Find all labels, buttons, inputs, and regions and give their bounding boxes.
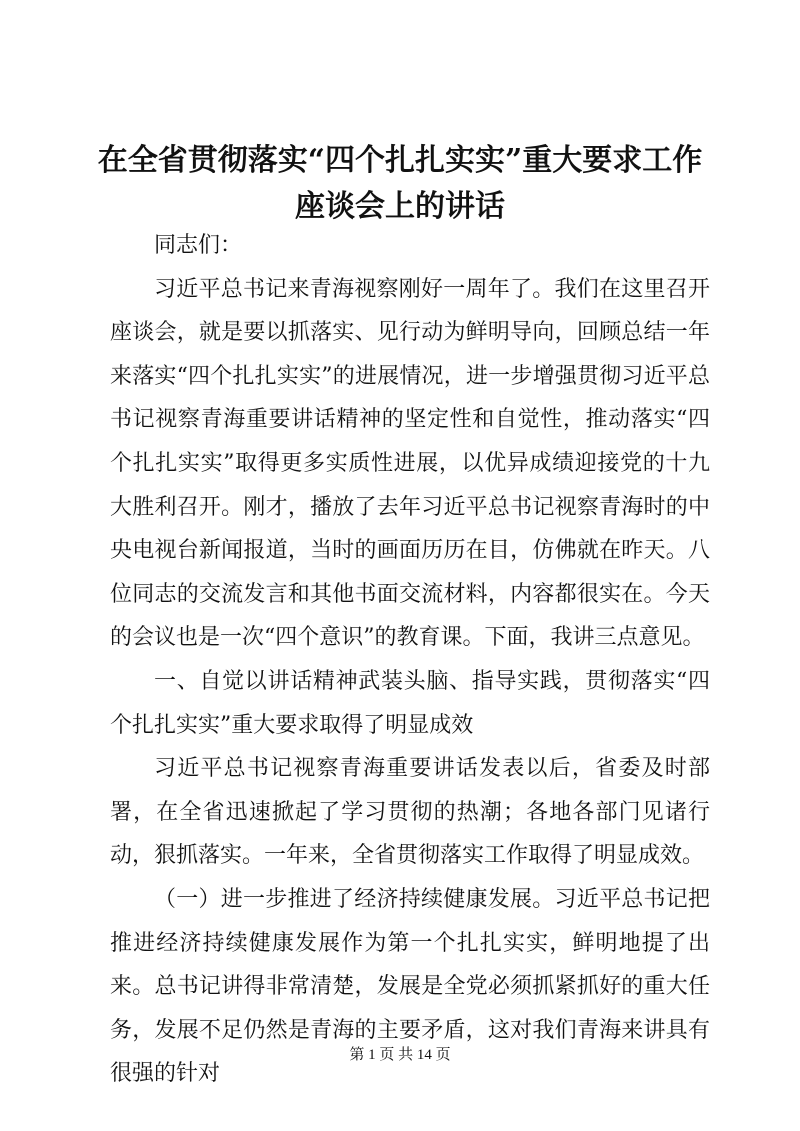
section-heading-paragraph: 一、自觉以讲话精神武装头脑、指导实践，贯彻落实“四个扎扎实实”重大要求取得了明显成效 xyxy=(110,668,710,738)
body-paragraph: 习近平总书记视察青海重要讲话发表以后，省委及时部署，在全省迅速掀起了学习贯彻的热潮；各地各部门见诸行动，狠抓落实。一年来，全省贯彻落实工作取得了明显成效。 xyxy=(110,756,710,869)
intro-paragraph: 习近平总书记来青海视察刚好一周年了。我们在这里召开座谈会，就是要以抓落实、见行动为鲜明导向，回顾总结一年来落实“四个扎扎实实”的进展情况，进一步增强贯彻习近平总书记视察青海重要讲话精神的坚定性和自觉性，推动落实“四个扎扎实实”取得更多实质性进展，以优异成绩迎接党的十九大胜利召开。刚才，播放了去年习近平总书记视察青海时的中央电视台新闻报道，当时的画面历历在目，仿佛就在昨天。八位同志的交流发言和其他书面交流材料，内容都很实在。今天的会议也是一次“四个意识”的教育课。下面，我讲三点意见。 xyxy=(110,276,710,651)
document-title: 在全省贯彻落实“四个扎扎实实”重大要求工作座谈会上的讲话 xyxy=(97,143,703,224)
document-body xyxy=(110,224,710,1096)
page-number-footer: 第 1 页 共 14 页 xyxy=(349,1047,451,1063)
salutation-paragraph: 同志们： xyxy=(154,233,243,258)
subsection-paragraph: （一）进一步推进了经济持续健康发展。习近平总书记把推进经济持续健康发展作为第一个扎扎实实，鲜明地提了出来。总书记讲得非常清楚，发展是全党必须抓紧抓好的重大任务，发展不足仍然是青海的主要矛盾，这对我们青海来讲具有很强的针对 xyxy=(110,886,710,1087)
